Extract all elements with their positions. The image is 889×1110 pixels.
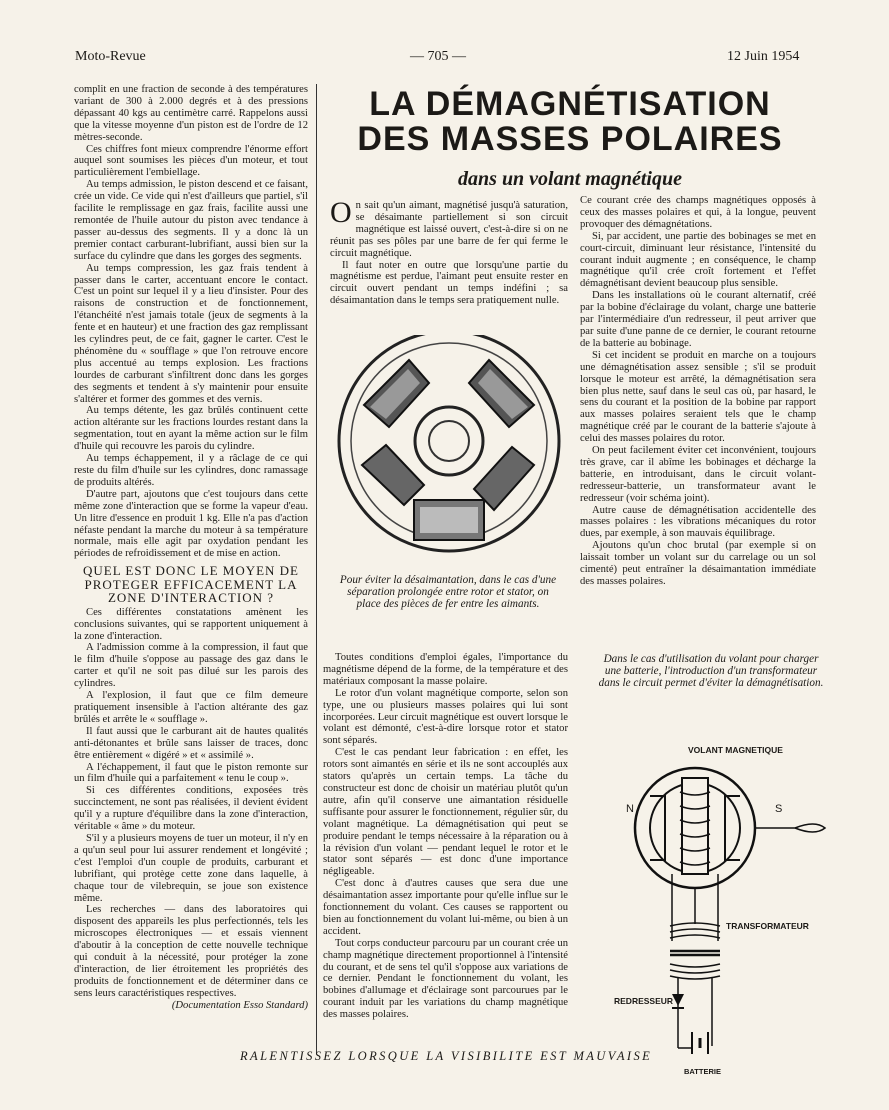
paragraph: Au temps admission, le piston descend et ce faisant, crée un vide. Ce vide qui n'est d'ailleurs que partiel, s'il facilite le remplissage en gaz frais, facilite aussi une remontée de l'huile autour du piston avec tendance à passer au-dessus des segments. Il y a donc là un premier contact carburant-lubrifiant, aussi bien sur la surface du cylindre que dans les gorges des segments. — [74, 179, 308, 262]
footer-slogan: RALENTISSEZ LORSQUE LA VISIBILITE EST MAUVAISE — [240, 1049, 653, 1063]
battery-label: BATTERIE — [684, 1067, 721, 1076]
rotor-illustration — [334, 335, 564, 573]
transformer-label: TRANSFORMATEUR — [726, 921, 809, 931]
drop-cap: O — [330, 196, 352, 229]
rectifier-label: REDRESSEUR — [614, 996, 674, 1006]
page-number: — 705 — — [410, 49, 466, 64]
north-pole-label: N — [626, 803, 634, 815]
diagram-caption: Dans le cas d'utilisation du volant pour charger une batterie, l'introduction d'un transformateur dans le circuit permet d'éviter la démagnétisation. — [598, 653, 824, 689]
paragraph: Au temps compression, les gaz frais tendent à passer dans le carter, accentuant encore le contact. C'est un point sur lequel il y a lieu d'insister. Pour des raisons de construction et de fonctionnement, l'étanchéité n'est jamais totale (jeux de segments à la fente et en hauteur) et une fraction des gaz remplissant les cylindres peut, de ce fait, gagner le carter. C'est le phénomène du « soufflage » que l'on retrouve encore plus accentué au temps explosion. Les fractions lourdes de carburant s'infiltrent donc dans les gorges des segments et tendent à s'y maintenir pour ensuite s'altérer et former des gommes et des vernis. — [74, 262, 308, 405]
paragraph: A l'explosion, il faut que ce film demeure pratiquement insensible à l'action altérante des gaz brûlés et arrête le « soufflage ». — [74, 690, 308, 725]
paragraph: Au temps échappement, il y a râclage de ce qui reste du film d'huile sur les cylindres, donc ramassage de produits altérés. — [74, 453, 308, 488]
diagram-title: VOLANT MAGNETIQUE — [688, 745, 783, 755]
paragraph: Toutes conditions d'emploi égales, l'importance du magnétisme dépend de la forme, de la température et des matériaux composant la masse polaire. — [323, 652, 568, 687]
paragraph: Si cet incident se produit en marche on a toujours une démagnétisation assez sensible ; s'il se produit lorsque le moteur est arrêté, la démagnétisation sera bien plus nette, sauf dans le seul cas où, par hasard, le sens du courant et la position de la bobine par rapport aux masses polaires seraient tels que le champ magnétique créé par le courant de la batterie s'ajoute à celui des masses polaires du rotor. — [580, 349, 816, 445]
paragraph: Tout corps conducteur parcouru par un courant crée un champ magnétique directement proportionnel à l'intensité du courant, et de sens tel qu'il s'oppose aux variations de ce dernier. Pendant le fonctionnement du volant, les bobines d'allumage et d'éclairage sont parcourues par le courant induit par les variations du champ magnétique des masses polaires. — [323, 937, 568, 1021]
paragraph: Ces chiffres font mieux comprendre l'énorme effort auquel sont soumises les pièces d'un moteur, et tout particulièrement l'embiellage. — [74, 143, 308, 179]
paragraph: Si ces différentes conditions, exposées très succinctement, ne sont pas réalisées, il devient évident qu'il y a rupture d'équilibre dans la zone d'interaction, véritable « âme » du moteur. — [74, 785, 308, 833]
column-divider — [316, 84, 317, 1054]
paragraph: Si, par accident, une partie des bobinages se met en court-circuit, diminuant leur résistance, l'intensité du courant induit augmente ; en conséquence, le champ magnétique qu'il crée croît fortement et l'effet démagnétisant devient beaucoup plus sensible. — [580, 230, 816, 290]
paragraph: On peut facilement éviter cet inconvénient, toujours très grave, car il abîme les bobinages et décharge la batterie, en introduisant, dans le circuit volant-redresseur-batterie, un transformateur avant le redresseur (voir schéma joint). — [580, 445, 816, 504]
column-left — [74, 84, 308, 1012]
paragraph: D'autre part, ajoutons que c'est toujours dans cette même zone d'interaction que se forme la vapeur d'eau. Un litre d'essence en produit 1 kg. Elle n'a pas d'action néfaste pendant la marche du moteur à sa température normale, mais elle agit par oxydation pendant les périodes de refroidissement et de mise en action. — [74, 488, 308, 560]
article-subtitle: dans un volant magnétique — [458, 168, 682, 190]
paragraph: C'est donc à d'autres causes que sera due une désaimantation assez importante pour qu'elle influe sur le fonctionnement du volant. Ces causes se rapportent ou bien au fonctionnement du volant lui-même, ou bien à un accident. — [323, 878, 568, 937]
column-middle — [323, 652, 568, 1021]
section-heading: QUEL EST DONC LE MOYEN DE PROTEGER EFFICACEMENT LA ZONE D'INTERACTION ? — [82, 563, 299, 606]
paragraph: Ajoutons qu'un choc brutal (par exemple si on laissait tomber un volant sur du carrelage ou un sol cimenté) peut entraîner la désaimantation immédiate des masses polaires. — [580, 540, 816, 587]
paragraph: A l'admission comme à la compression, il faut que le film d'huile s'oppose au passage des gaz dans le carter et qu'il ne soit pas dilué sur les parois des cylindres. — [74, 642, 308, 690]
intro-text: n sait qu'un aimant, magnétisé jusqu'à saturation, se désaimante partiellement si son circuit magnétique est laissé ouvert, c'est-à-dire si on ne réunit pas ses pôles par une barre de fer qui ferme le circuit magnétique. — [330, 200, 568, 259]
article-title-line2: DES MASSES POLAIRES — [357, 120, 783, 158]
column-right — [580, 195, 816, 588]
illustration-caption: Pour éviter la désaimantation, dans le cas d'une séparation prolongée entre rotor et stator, on place des pièces de fer entre les aimants. — [339, 574, 557, 610]
paragraph: S'il y a plusieurs moyens de tuer un moteur, il n'y en a qu'un seul pour lui assurer rendement et longévité ; c'est l'emploi d'un couple de produits, carburant et lubrifiant, qui protège cette zone dans laquelle, à chaque tour de vilebrequin, se joue son existence même. — [74, 832, 308, 904]
article-intro — [330, 196, 568, 307]
south-pole-label: S — [775, 803, 783, 815]
paragraph: Ce courant crée des champs magnétiques opposés à ceux des masses polaires et qui, à la longue, peuvent provoquer des démagnétations. — [580, 195, 816, 230]
paragraph: Ces différentes constatations amènent les conclusions suivantes, qui se rapportent uniquement à la zone d'interaction. — [74, 606, 308, 642]
paragraph: C'est le cas pendant leur fabrication : en effet, les rotors sont aimantés en série et ils ne sont accouplés aux stators qu'après un certain temps. La tâche du constructeur est donc de choisir un matériau plutôt qu'un autre, afin qu'il conserve une aimantation résiduelle suffisante pour assurer le fonctionnement, régulier sûr, du volant magnétique. La démagnétisation qui peut se produire pendant le temps nécessaire à la réparation ou à la révision d'un volant — pendant lequel le rotor et le stator sont séparés — est donc d'une importance négligeable. — [323, 747, 568, 878]
circuit-diagram — [620, 756, 835, 1056]
paragraph: Au temps détente, les gaz brûlés continuent cette action altérante sur les fractions lourdes restant dans la segmentation, tout en ayant la même action sur le film d'huile qui recouvre les parois du cylindre. — [74, 405, 308, 453]
paragraph: Il faut aussi que le carburant ait de hautes qualités anti-détonantes et brûle sans laisser de traces, donc être entièrement « digéré » et « assimilé ». — [74, 725, 308, 761]
source-credit: (Documentation Esso Standard) — [171, 999, 308, 1011]
issue-date: 12 Juin 1954 — [727, 49, 800, 64]
magazine-name: Moto-Revue — [75, 49, 146, 64]
intro-paragraph: Il faut noter en outre que lorsqu'une partie du magnétisme est perdue, l'aimant peut ensuite rester en circuit ouvert pendant un temps indéfini ; sa désaimantation dans le temps sera pratiquement nulle. — [330, 259, 568, 307]
intro-paragraph — [330, 196, 568, 260]
paragraph: complit en une fraction de seconde à des températures variant de 300 à 2.000 degrés et à des pressions dépassant 40 kgs au centimètre carré. Rappelons aussi que la vitesse moyenne d'un piston est de l'ordre de 12 mètres-seconde. — [74, 84, 308, 143]
paragraph: Dans les installations où le courant alternatif, créé par la bobine d'éclairage du volant, charge une batterie par l'intermédiaire d'un redresseur, il peut arriver que par suite d'une panne de ce dernier, le courant retourne de la batterie au bobinage. — [580, 290, 816, 349]
article-title-line1: LA DÉMAGNÉTISATION — [369, 85, 771, 123]
paragraph: Les recherches — dans des laboratoires qui disposent des appareils les plus perfectionnés, tels les microscopes électroniques — et essais viennent d'aboutir à la conception de cette nouvelle technique qui conduit à la nécessité, pour protéger la zone d'interaction, de lier étroitement les propriétés des produits de fonctionnement et de déterminer dans ce sens leurs caractéristiques respectives. — [74, 904, 308, 999]
paragraph: Le rotor d'un volant magnétique comporte, selon son type, une ou plusieurs masses polaires qui lui sont incorporées. Leur circuit magnétique est ouvert lorsque le volant est démonté, c'est-à-dire lorsque rotor et stator sont séparés. — [323, 687, 568, 747]
paragraph: Autre cause de démagnétisation accidentelle des masses polaires : les vibrations mécaniques du rotor dues, par exemple, à son mauvais équilibrage. — [580, 504, 816, 540]
paragraph: A l'échappement, il faut que le piston remonte sur un film d'huile qui a parfaitement « tenu le coup ». — [74, 761, 308, 785]
